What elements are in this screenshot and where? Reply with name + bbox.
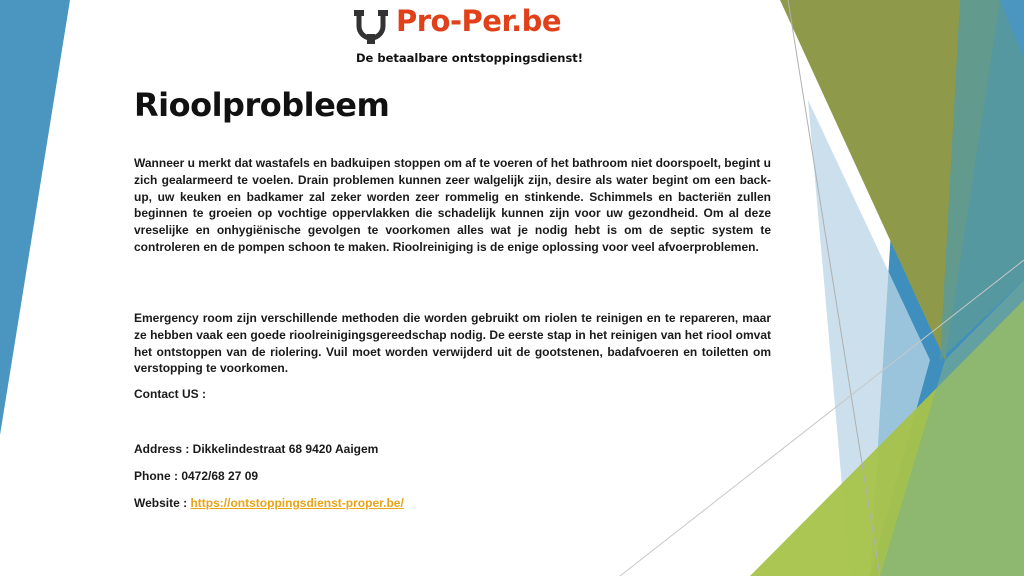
contact-address: Address : Dikkelindestraat 68 9420 Aaigem	[134, 442, 379, 456]
paragraph-2: Emergency room zijn verschillende methoden die worden gebruikt om riolen te reinigen en te repareren, maar ze hebben vaak een goede rioolreinigingsgereedschap nodig. De eerste stap in het reinigen van het riool omvat het ontstoppen van de riolering. Vuil moet worden verwijderd uit de gootstenen, badafvoeren en toiletten om verstopping te voorkomen.	[134, 311, 771, 376]
left-blue-triangle	[0, 0, 70, 435]
website-link[interactable]: https://ontstoppingsdienst-proper.be/	[190, 496, 404, 510]
paragraph-1: Wanneer u merkt dat wastafels en badkuipen stoppen om af te voeren of het bathroom niet doorspoelt, begint u zich gealarmeerd te voelen. Drain problemen kunnen zeer walgelijk zijn, desire als water begint om een back-up, uw keuken en badkamer zal zeker worden zeer rommelig en stinkende. Schimmels en bacteriën zullen beginnen te groeien op vochtige oppervlakken die schadelijk kunnen zijn voor uw gezondheid. Om al deze vreselijke en onhygiënische gevolgen te voorkomen alles wat je nodig hebt is om de septic system te controleren en de pompen schoon te maken. Rioolreiniging is de enige oplossing voor veel afvoerproblemen.	[134, 156, 771, 254]
contact-phone: Phone : 0472/68 27 09	[134, 469, 259, 483]
contact-heading: Contact US :	[134, 387, 206, 401]
page-title: Rioolprobleem	[134, 86, 390, 124]
logo-title: Pro-Per.be	[396, 4, 562, 38]
logo-tagline: De betaalbare ontstoppingsdienst!	[356, 51, 584, 65]
contact-website	[134, 496, 404, 510]
website-label: Website :	[134, 496, 191, 510]
pipe-icon	[350, 4, 392, 46]
brand-logo	[346, 2, 584, 68]
